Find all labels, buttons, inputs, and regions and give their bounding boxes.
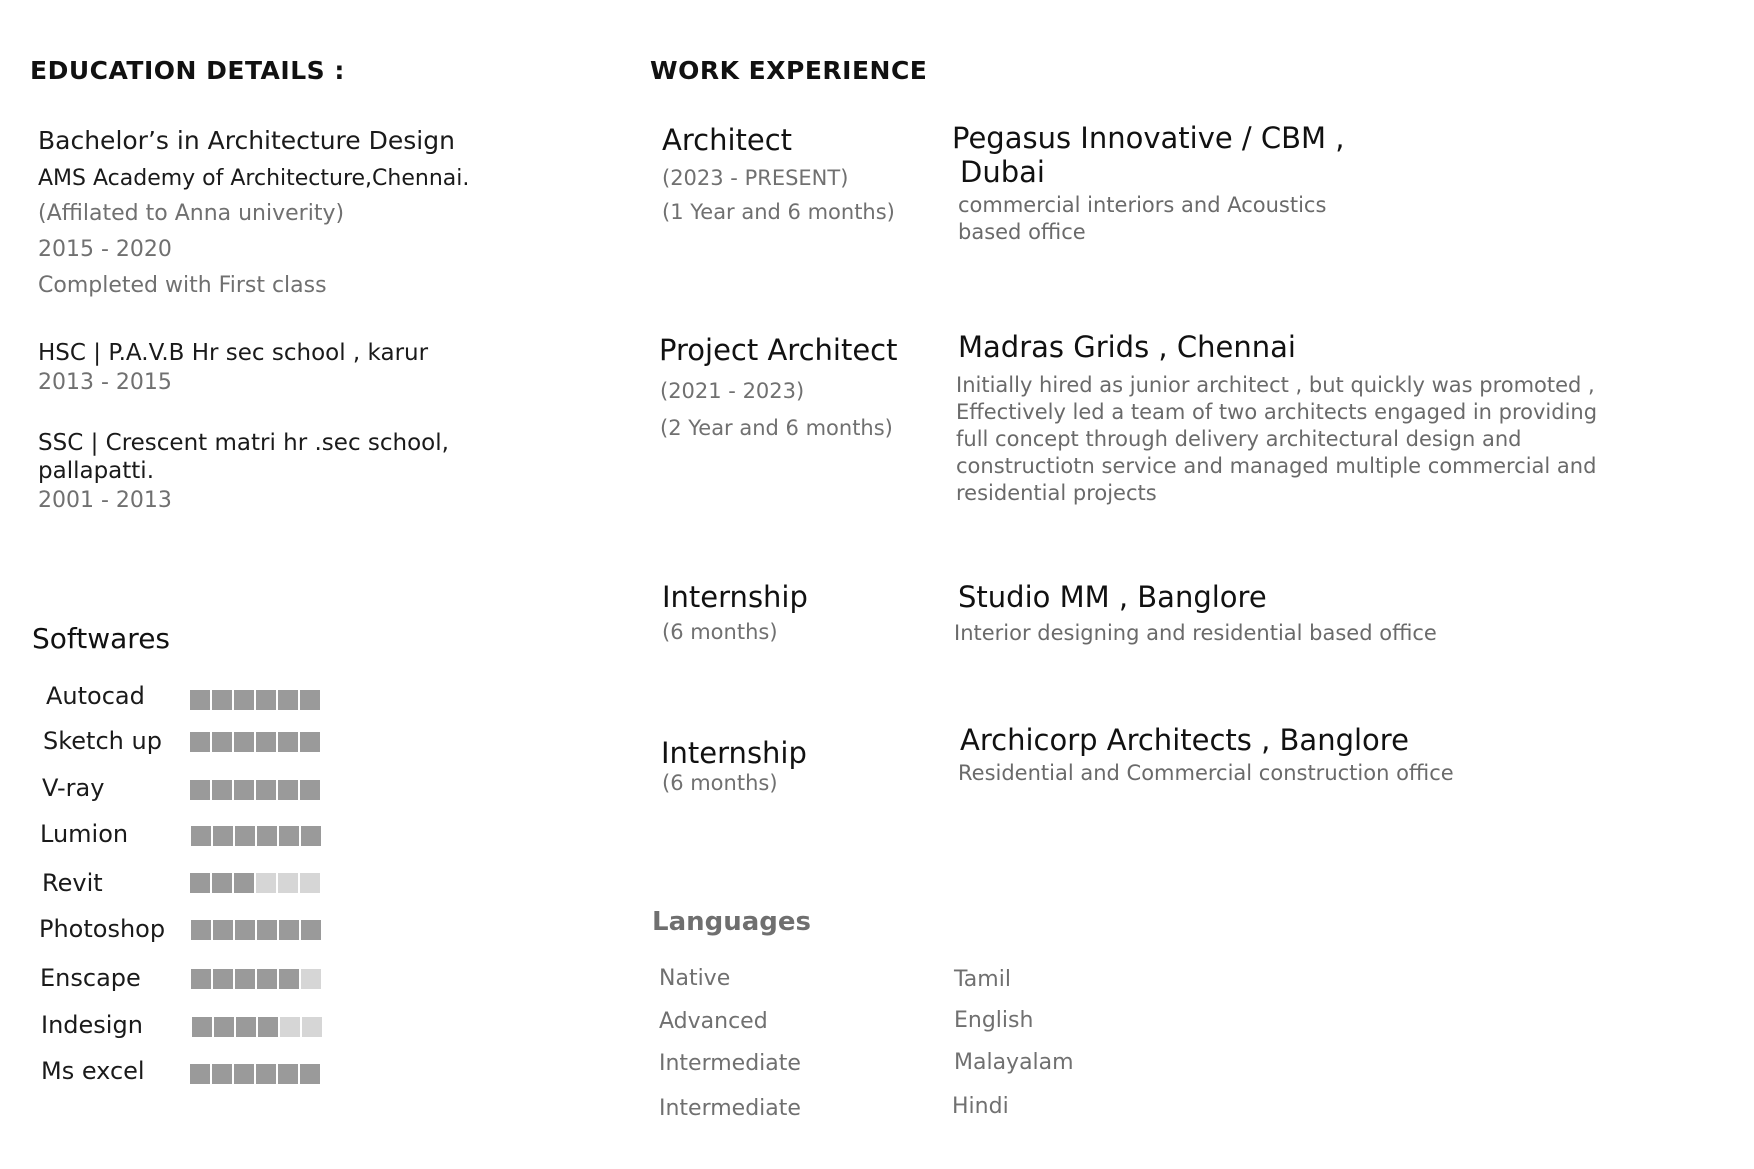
skill-segment-filled bbox=[279, 826, 299, 846]
job-duration: (6 months) bbox=[662, 620, 778, 644]
software-skill-bar bbox=[192, 1017, 322, 1037]
skill-segment-filled bbox=[234, 732, 254, 752]
software-label: Lumion bbox=[40, 820, 129, 848]
software-skill-bar bbox=[190, 873, 320, 893]
language-name: English bbox=[954, 1008, 1034, 1033]
softwares-heading: Softwares bbox=[32, 622, 171, 655]
job-role: Internship bbox=[661, 736, 807, 770]
skill-segment-filled bbox=[213, 969, 233, 989]
skill-segment-filled bbox=[258, 1017, 278, 1037]
software-skill-bar bbox=[190, 690, 320, 710]
skill-segment-filled bbox=[190, 690, 210, 710]
skill-segment-filled bbox=[278, 780, 298, 800]
skill-segment-filled bbox=[278, 1064, 298, 1084]
skill-segment-filled bbox=[257, 920, 277, 940]
skill-segment-filled bbox=[301, 826, 321, 846]
skill-segment-filled bbox=[279, 969, 299, 989]
job-role: Project Architect bbox=[659, 333, 898, 367]
language-level: Native bbox=[659, 966, 731, 991]
skill-segment-filled bbox=[212, 873, 232, 893]
job-description: Interior designing and residential based office bbox=[954, 621, 1437, 645]
skill-segment-filled bbox=[257, 826, 277, 846]
job-description: based office bbox=[958, 220, 1086, 244]
skill-segment-empty bbox=[278, 873, 298, 893]
job-duration: (6 months) bbox=[662, 771, 778, 795]
software-skill-bar bbox=[191, 826, 321, 846]
languages-heading: Languages bbox=[652, 907, 812, 937]
job-description: full concept through delivery architectural design and bbox=[956, 427, 1522, 451]
skill-segment-filled bbox=[235, 920, 255, 940]
software-label: Enscape bbox=[40, 964, 141, 992]
job-description: Initially hired as junior architect , but quickly was promoted , bbox=[956, 373, 1595, 397]
job-company: Studio MM , Banglore bbox=[958, 580, 1267, 614]
software-label: V-ray bbox=[42, 774, 105, 802]
skill-segment-filled bbox=[256, 1064, 276, 1084]
skill-segment-filled bbox=[301, 920, 321, 940]
skill-segment-filled bbox=[191, 920, 211, 940]
job-description: commercial interiors and Acoustics bbox=[958, 193, 1327, 217]
job-description: Effectively led a team of two architects engaged in providing bbox=[956, 400, 1598, 424]
ssc-years: 2001 - 2013 bbox=[38, 488, 172, 513]
skill-segment-filled bbox=[300, 732, 320, 752]
software-label: Autocad bbox=[46, 682, 145, 710]
job-company: Madras Grids , Chennai bbox=[958, 330, 1296, 364]
software-label: Indesign bbox=[41, 1011, 143, 1039]
skill-segment-filled bbox=[213, 826, 233, 846]
skill-segment-filled bbox=[192, 1017, 212, 1037]
language-level: Intermediate bbox=[659, 1051, 801, 1076]
job-description: residential projects bbox=[956, 481, 1157, 505]
skill-segment-filled bbox=[235, 969, 255, 989]
skill-segment-empty bbox=[280, 1017, 300, 1037]
hsc-title: HSC | P.A.V.B Hr sec school , karur bbox=[38, 340, 429, 366]
skill-segment-filled bbox=[300, 1064, 320, 1084]
skill-segment-filled bbox=[300, 780, 320, 800]
job-company-location: Dubai bbox=[960, 155, 1045, 189]
skill-segment-filled bbox=[214, 1017, 234, 1037]
skill-segment-filled bbox=[234, 1064, 254, 1084]
skill-segment-filled bbox=[190, 780, 210, 800]
work-experience-heading: WORK EXPERIENCE bbox=[650, 56, 928, 85]
degree-title: Bachelor’s in Architecture Design bbox=[38, 126, 455, 155]
job-period: (2021 - 2023) bbox=[660, 379, 805, 403]
skill-segment-filled bbox=[256, 780, 276, 800]
language-level: Intermediate bbox=[659, 1096, 801, 1121]
job-description: constructiotn service and managed multiple commercial and bbox=[956, 454, 1597, 478]
software-skill-bar bbox=[190, 1064, 320, 1084]
ssc-title-cont: pallapatti. bbox=[38, 458, 154, 484]
skill-segment-filled bbox=[234, 690, 254, 710]
software-skill-bar bbox=[190, 780, 320, 800]
software-label: Revit bbox=[42, 869, 103, 897]
skill-segment-filled bbox=[212, 732, 232, 752]
skill-segment-filled bbox=[191, 969, 211, 989]
skill-segment-filled bbox=[212, 1064, 232, 1084]
skill-segment-filled bbox=[278, 732, 298, 752]
job-duration: (2 Year and 6 months) bbox=[660, 416, 893, 440]
software-label: Sketch up bbox=[43, 727, 162, 755]
skill-segment-filled bbox=[256, 732, 276, 752]
software-label: Photoshop bbox=[39, 915, 166, 943]
skill-segment-empty bbox=[256, 873, 276, 893]
skill-segment-empty bbox=[300, 873, 320, 893]
language-name: Hindi bbox=[952, 1094, 1009, 1119]
degree-years: 2015 - 2020 bbox=[38, 237, 172, 262]
skill-segment-filled bbox=[257, 969, 277, 989]
skill-segment-filled bbox=[190, 732, 210, 752]
job-description: Residential and Commercial construction office bbox=[958, 761, 1454, 785]
skill-segment-empty bbox=[302, 1017, 322, 1037]
skill-segment-filled bbox=[234, 780, 254, 800]
job-period: (2023 - PRESENT) bbox=[662, 166, 849, 190]
skill-segment-filled bbox=[190, 873, 210, 893]
hsc-years: 2013 - 2015 bbox=[38, 370, 172, 395]
degree-result: Completed with First class bbox=[38, 273, 327, 298]
skill-segment-filled bbox=[234, 873, 254, 893]
job-company: Pegasus Innovative / CBM , bbox=[952, 121, 1345, 155]
software-label: Ms excel bbox=[41, 1057, 145, 1085]
skill-segment-filled bbox=[279, 920, 299, 940]
skill-segment-filled bbox=[212, 690, 232, 710]
college-affiliation: (Affilated to Anna univerity) bbox=[38, 201, 345, 226]
skill-segment-empty bbox=[301, 969, 321, 989]
skill-segment-filled bbox=[213, 920, 233, 940]
job-role: Internship bbox=[662, 580, 808, 614]
job-company: Archicorp Architects , Banglore bbox=[960, 723, 1409, 757]
skill-segment-filled bbox=[212, 780, 232, 800]
skill-segment-filled bbox=[256, 690, 276, 710]
skill-segment-filled bbox=[191, 826, 211, 846]
language-name: Malayalam bbox=[954, 1050, 1074, 1075]
skill-segment-filled bbox=[278, 690, 298, 710]
software-skill-bar bbox=[191, 920, 321, 940]
skill-segment-filled bbox=[236, 1017, 256, 1037]
skill-segment-filled bbox=[235, 826, 255, 846]
software-skill-bar bbox=[191, 969, 321, 989]
language-level: Advanced bbox=[659, 1009, 768, 1034]
ssc-title: SSC | Crescent matri hr .sec school, bbox=[38, 430, 449, 456]
language-name: Tamil bbox=[954, 967, 1011, 992]
software-skill-bar bbox=[190, 732, 320, 752]
skill-segment-filled bbox=[190, 1064, 210, 1084]
skill-segment-filled bbox=[300, 690, 320, 710]
college-name: AMS Academy of Architecture,Chennai. bbox=[38, 166, 470, 191]
job-duration: (1 Year and 6 months) bbox=[662, 200, 895, 224]
education-heading: EDUCATION DETAILS : bbox=[30, 56, 345, 85]
job-role: Architect bbox=[662, 123, 793, 157]
